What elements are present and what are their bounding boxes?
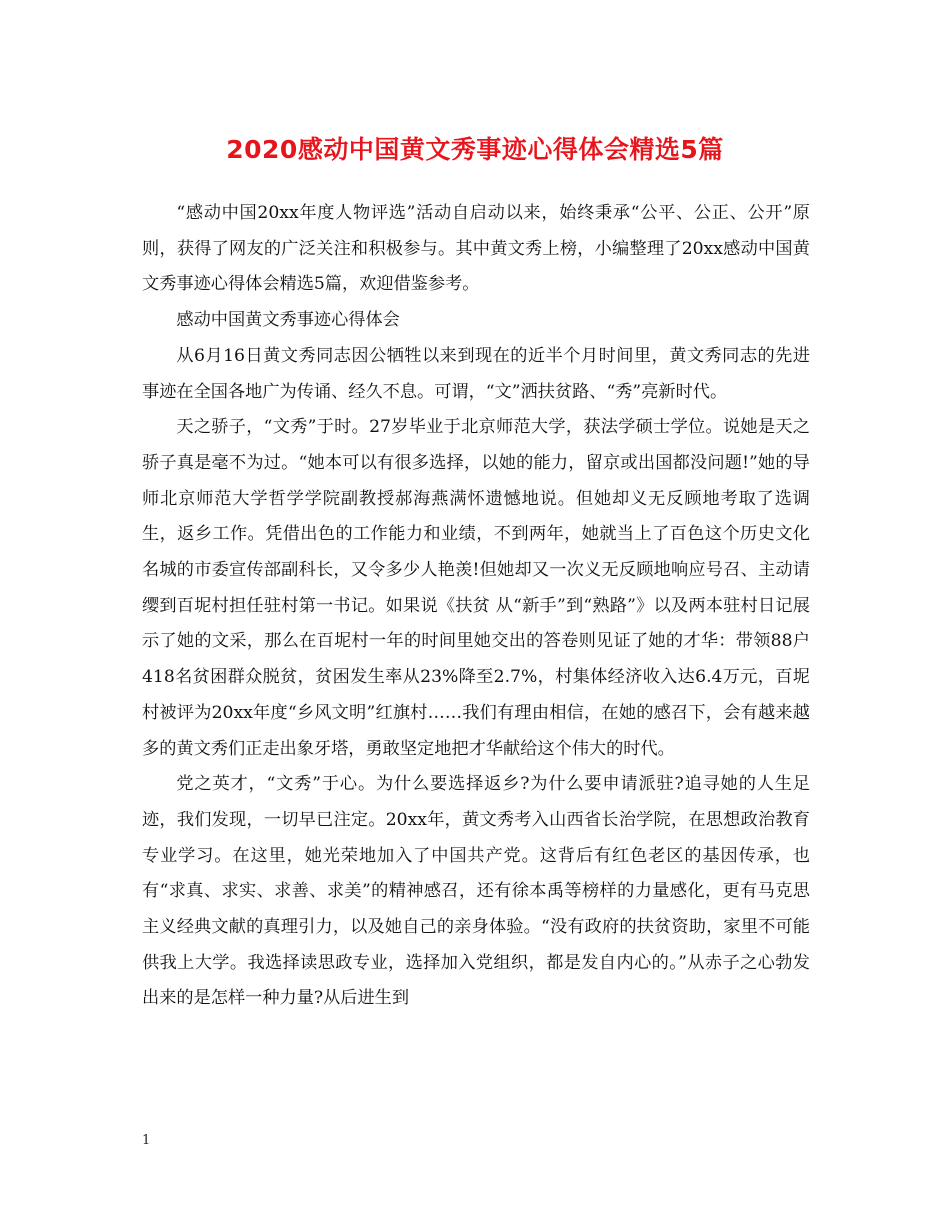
document-body: [142, 196, 810, 1017]
paragraph: “感动中国20xx年度人物评选”活动自启动以来，始终秉承“公平、公正、公开”原则，获得了网友的广泛关注和积极参与。其中黄文秀上榜，小编整理了20xx感动中国黄文秀事迹心得体会精选5篇，欢迎借鉴参考。: [142, 203, 810, 295]
paragraph: 天之骄子，“文秀”于时。27岁毕业于北京师范大学，获法学硕士学位。说她是天之骄子真是毫不为过。“她本可以有很多选择，以她的能力，留京或出国都没问题!”她的导师北京师范大学哲学学院副教授郝海燕满怀遗憾地说。但她却义无反顾地考取了选调生，返乡工作。凭借出色的工作能力和业绩，不到两年，她就当上了百色这个历史文化名城的市委宣传部副科长，又令多少人艳羡!但她却又一次义无反顾地响应号召、主动请缨到百坭村担任驻村第一书记。如果说《扶贫 从“新手”到“熟路”》以及两本驻村日记展示了她的文采，那么在百坭村一年的时间里她交出的答卷则见证了她的才华：带领88户418名贫困群众脱贫，贫困发生率从23%降至2.7%，村集体经济收入达6.4万元，百坭村被评为20xx年度“乡风文明”红旗村……我们有理由相信，在她的感召下，会有越来越多的黄文秀们正走出象牙塔，勇敢坚定地把才华献给这个伟大的时代。: [142, 417, 810, 759]
paragraph: 感动中国黄文秀事迹心得体会: [176, 310, 400, 331]
document-title: 2020感动中国黄文秀事迹心得体会精选5篇: [226, 135, 724, 164]
page-number: 1: [142, 1133, 151, 1148]
paragraph: 从6月16日黄文秀同志因公牺牲以来到现在的近半个月时间里，黄文秀同志的先进事迹在全国各地广为传诵、经久不息。可谓，“文”洒扶贫路、“秀”亮新时代。: [142, 345, 810, 402]
paragraph: 党之英才，“文秀”于心。为什么要选择返乡?为什么要申请派驻?追寻她的人生足迹，我们发现，一切早已注定。20xx年，黄文秀考入山西省长治学院，在思想政治教育专业学习。在这里，她光荣地加入了中国共产党。这背后有红色老区的基因传承，也有“求真、求实、求善、求美”的精神感召，还有徐本禹等榜样的力量感化，更有马克思主义经典文献的真理引力，以及她自己的亲身体验。“没有政府的扶贫资助，家里不可能供我上大学。我选择读思政专业，选择加入党组织，都是发自内心的。”从赤子之心勃发出来的是怎样一种力量?从后进生到: [142, 774, 810, 1009]
